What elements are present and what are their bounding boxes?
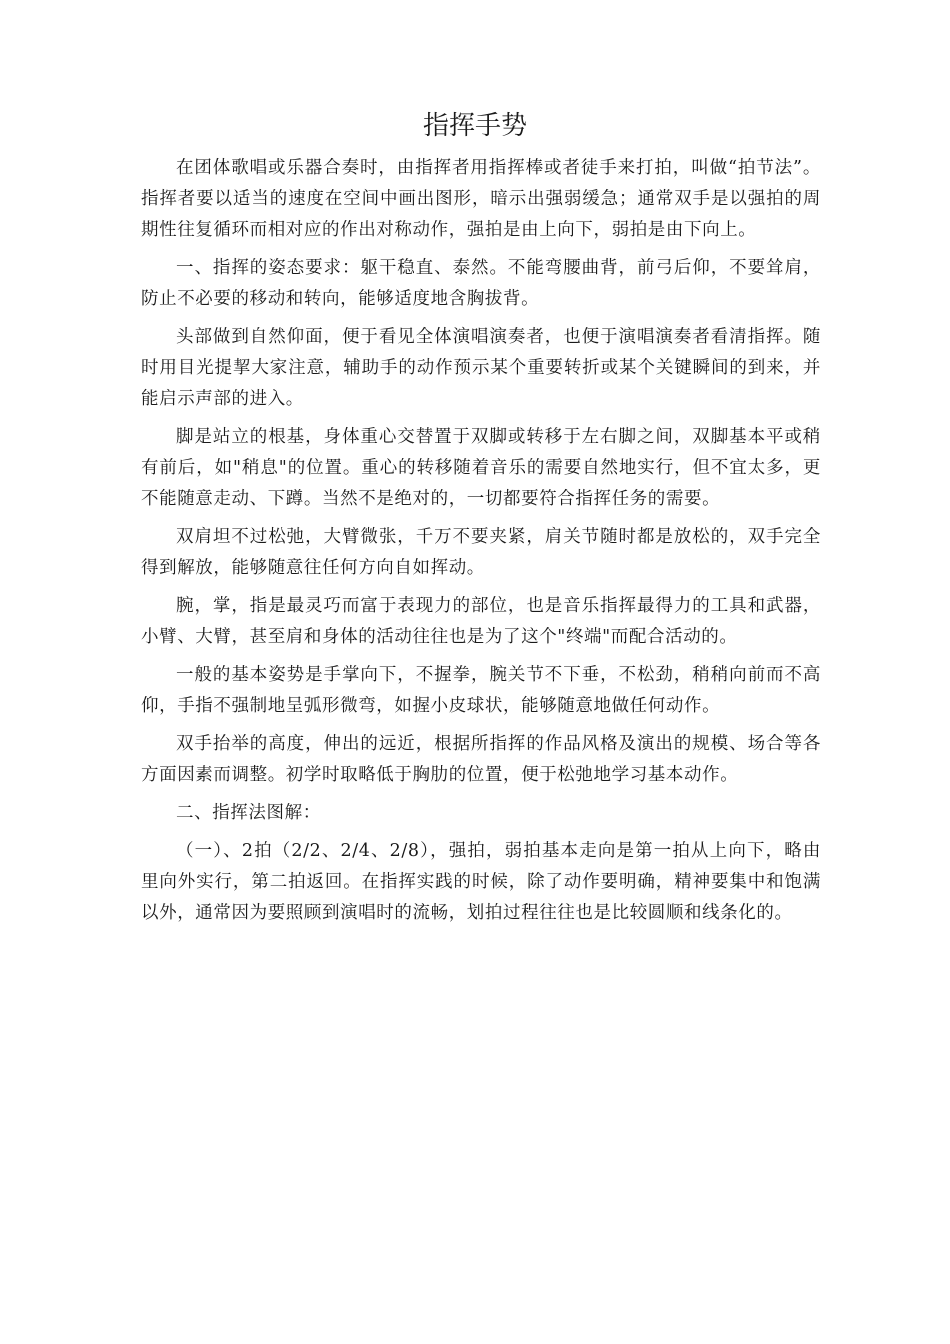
paragraph-basic-posture: 一般的基本姿势是手掌向下，不握拳，腕关节不下垂，不松劲，稍稍向前而不高仰，手指不强制地呈弧形微弯，如握小皮球状，能够随意地做任何动作。: [141, 665, 821, 716]
paragraph-shoulders: 双肩坦不过松弛，大臂微张，千万不要夹紧，肩关节随时都是放松的，双手完全得到解放，能够随意往任何方向自如挥动。: [141, 527, 821, 578]
paragraph-intro: 在团体歌唱或乐器合奏时，由指挥者用指挥棒或者徒手来打拍，叫做“拍节法”。指挥者要以适当的速度在空间中画出图形，暗示出强弱缓急；通常双手是以强拍的周期性往复循环而相对应的作出对称动作，强拍是由上向下，弱拍是由下向上。: [141, 158, 821, 240]
paragraph-hand-height: 双手抬举的高度，伸出的远近，根据所指挥的作品风格及演出的规模、场合等各方面因素而调整。初学时取略低于胸肋的位置，便于松弛地学习基本动作。: [141, 734, 821, 785]
document-body: [141, 153, 821, 936]
document-title: 指挥手势: [422, 111, 527, 141]
paragraph-wrist: 腕，掌，指是最灵巧而富于表现力的部位，也是音乐指挥最得力的工具和武器，小臂、大臂，甚至肩和身体的活动往往也是为了这个"终端"而配合活动的。: [141, 596, 821, 647]
section-heading-diagrams: 二、指挥法图解：: [176, 803, 321, 823]
paragraph-two-beat: （一）、2拍（2/2、2/4、2/8），强拍，弱拍基本走向是第一拍从上向下，略由里向外实行，第二拍返回。在指挥实践的时候，除了动作要明确，精神要集中和饱满以外，通常因为要照顾到演唱时的流畅，划拍过程往往也是比较圆顺和线条化的。: [141, 841, 821, 923]
paragraph-head: 头部做到自然仰面，便于看见全体演唱演奏者，也便于演唱演奏者看清指挥。随时用目光提挈大家注意，辅助手的动作预示某个重要转折或某个关键瞬间的到来，并能启示声部的进入。: [141, 327, 821, 409]
paragraph-posture: 一、指挥的姿态要求：躯干稳直、泰然。不能弯腰曲背，前弓后仰，不要耸肩，防止不必要的移动和转向，能够适度地含胸拔背。: [141, 258, 821, 309]
paragraph-feet: 脚是站立的根基，身体重心交替置于双脚或转移于左右脚之间，双脚基本平或稍有前后，如"稍息"的位置。重心的转移随着音乐的需要自然地实行，但不宜太多，更不能随意走动、下蹲。当然不是绝对的，一切都要符合指挥任务的需要。: [141, 427, 821, 509]
